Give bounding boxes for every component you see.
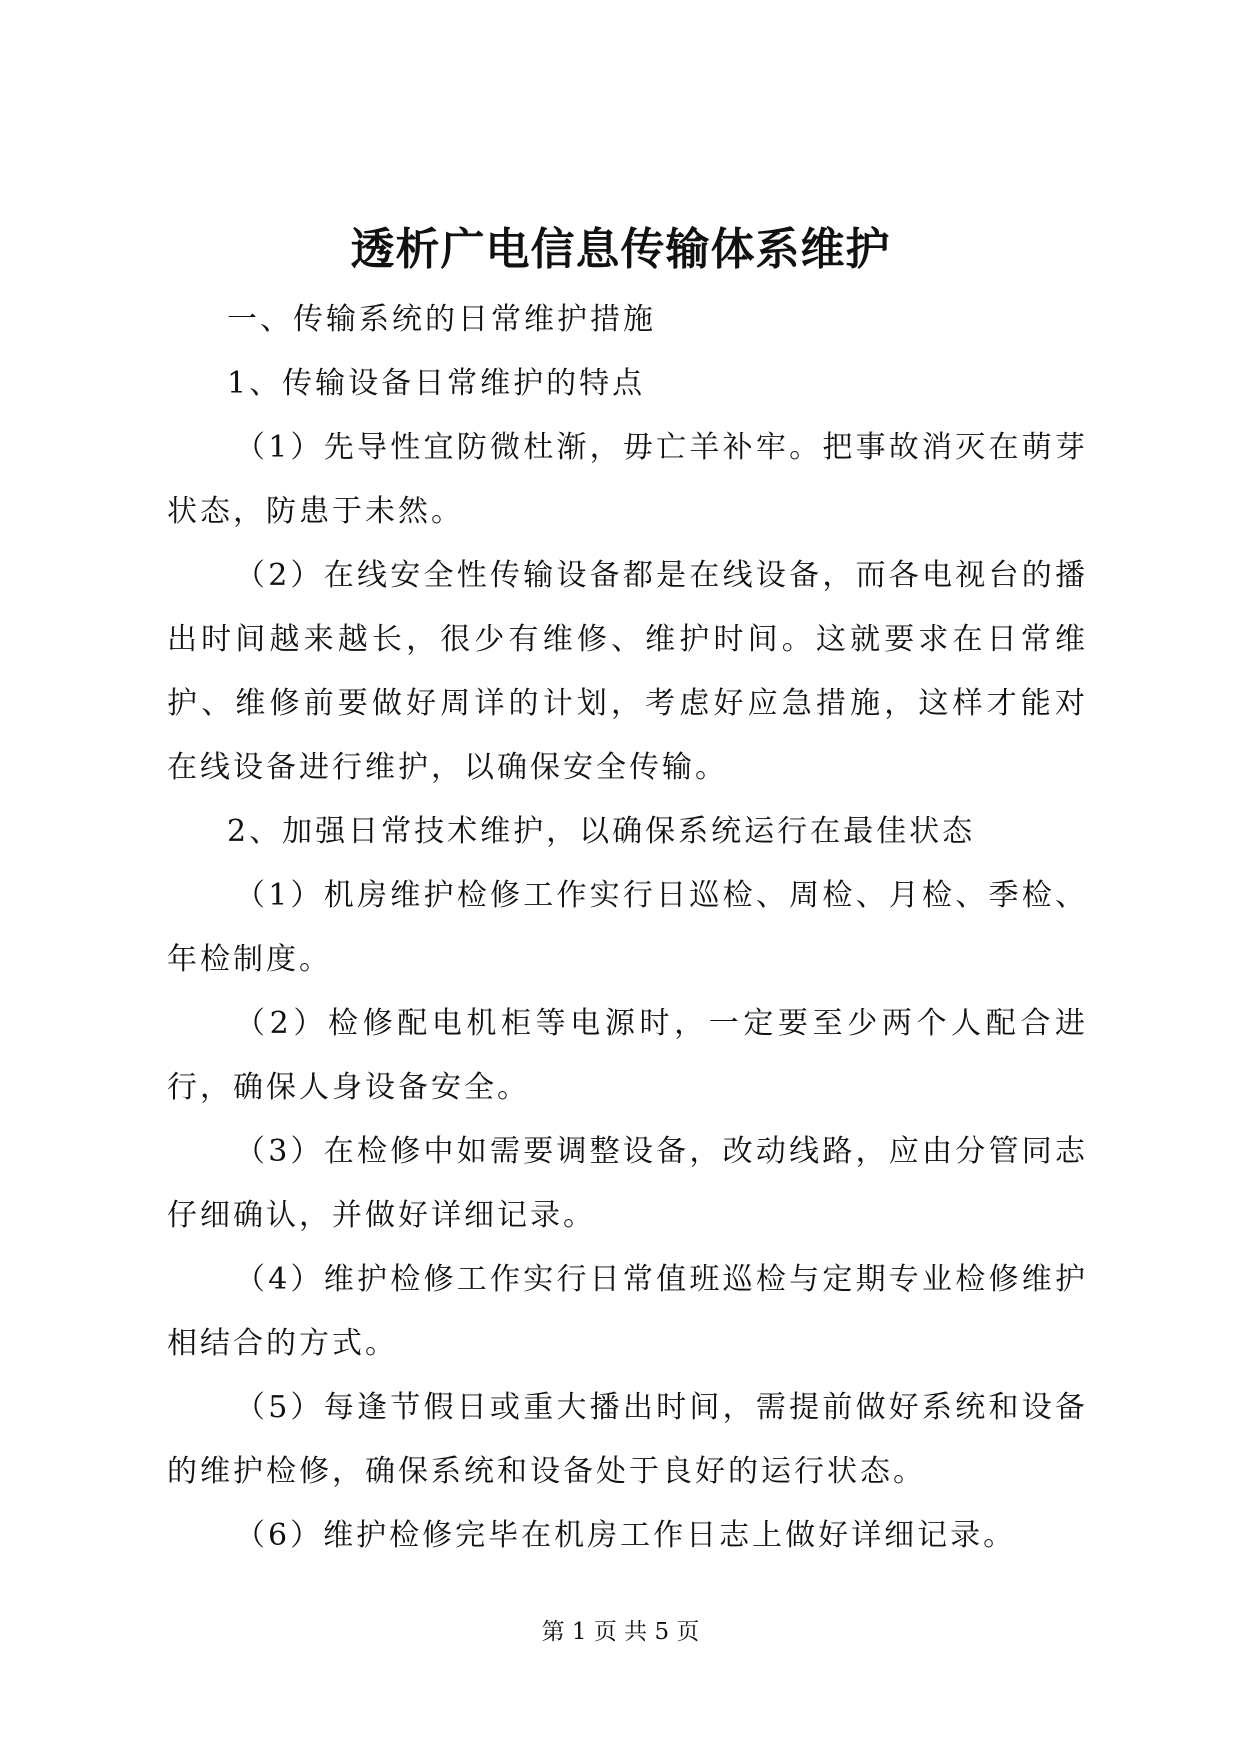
paragraph: （2）检修配电机柜等电源时，一定要至少两个人配合进行，确保人身设备安全。: [167, 1006, 1088, 1105]
subsection-heading: 2、加强日常技术维护，以确保系统运行在最佳状态: [227, 814, 976, 849]
paragraph: （6）维护检修完毕在机房工作日志上做好详细记录。: [235, 1518, 1017, 1553]
page-footer: 第 1 页 共 5 页: [541, 1619, 700, 1645]
paragraph: （1）先导性宜防微杜渐，毋亡羊补牢。把事故消灭在萌芽状态，防患于未然。: [167, 430, 1088, 529]
paragraph: （2）在线安全性传输设备都是在线设备，而各电视台的播出时间越来越长，很少有维修、维护时间。这就要求在日常维护、维修前要做好周详的计划，考虑好应急措施，这样才能对在线设备进行维护，以确保安全传输。: [167, 558, 1088, 785]
document-body: [167, 288, 1088, 1568]
subsection-heading: 1、传输设备日常维护的特点: [227, 366, 646, 401]
paragraph: （3）在检修中如需要调整设备，改动线路，应由分管同志仔细确认，并做好详细记录。: [167, 1134, 1088, 1233]
paragraph: （5）每逢节假日或重大播出时间，需提前做好系统和设备的维护检修，确保系统和设备处于良好的运行状态。: [167, 1390, 1088, 1489]
document-title: 透析广电信息传输体系维护: [350, 224, 891, 275]
paragraph: （1）机房维护检修工作实行日巡检、周检、月检、季检、年检制度。: [167, 878, 1088, 977]
section-heading: 一、传输系统的日常维护措施: [227, 302, 656, 337]
paragraph: （4）维护检修工作实行日常值班巡检与定期专业检修维护相结合的方式。: [167, 1262, 1088, 1361]
